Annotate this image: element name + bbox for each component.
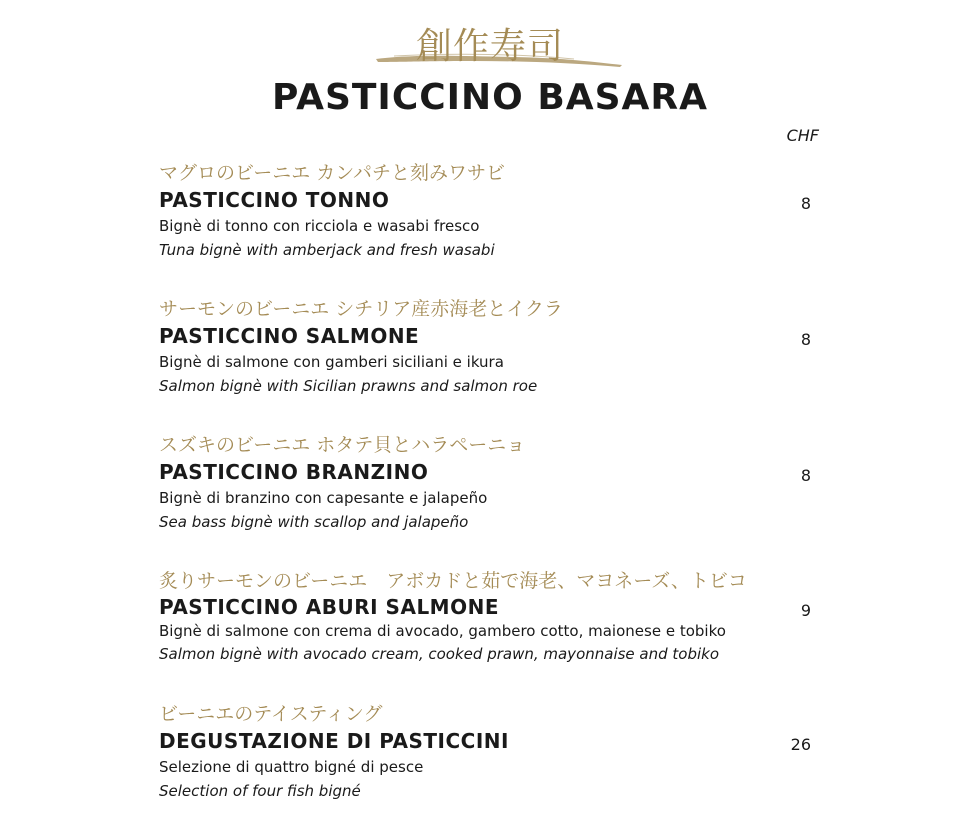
item-description-en: Sea bass bignè with scallop and jalapeño	[159, 513, 469, 531]
item-description-it: Selezione di quattro bigné di pesce	[159, 758, 424, 776]
item-description-it: Bignè di branzino con capesante e jalapeño	[159, 489, 488, 507]
page-title: PASTICCINO BASARA	[272, 77, 708, 118]
item-price: 9	[800, 601, 811, 620]
jp-title-block	[416, 22, 564, 72]
menu-item-salmone	[159, 296, 819, 398]
item-name: PASTICCINO TONNO	[159, 188, 390, 212]
item-description-it: Bignè di salmone con gamberi siciliani e ikura	[159, 353, 504, 371]
item-jp-name: サーモンのビーニエ シチリア産赤海老とイクラ	[159, 298, 563, 320]
item-description-en: Tuna bignè with amberjack and fresh wasabi	[159, 241, 495, 259]
menu-item-aburi-salmone	[159, 568, 819, 666]
item-price: 8	[800, 330, 811, 349]
currency-label: CHF	[786, 126, 819, 145]
item-description-en: Salmon bignè with avocado cream, cooked prawn, mayonnaise and tobiko	[159, 645, 720, 663]
item-name: PASTICCINO SALMONE	[159, 324, 420, 348]
item-jp-name: マグロのビーニエ カンパチと刻みワサビ	[159, 162, 505, 184]
item-name: PASTICCINO ABURI SALMONE	[159, 595, 499, 619]
item-jp-name: ビーニエのテイスティング	[159, 703, 383, 725]
jp-section-title: 創作寿司	[415, 26, 564, 67]
item-description-en: Selection of four fish bigné	[159, 782, 361, 800]
item-price: 8	[800, 466, 811, 485]
menu-item-degustazione	[159, 701, 819, 803]
item-price: 26	[790, 735, 811, 754]
item-description-it: Bignè di tonno con ricciola e wasabi fresco	[159, 217, 480, 235]
item-description-en: Salmon bignè with Sicilian prawns and salmon roe	[159, 377, 538, 395]
item-description-it: Bignè di salmone con crema di avocado, gambero cotto, maionese e tobiko	[159, 622, 726, 640]
menu-item-tonno	[159, 160, 819, 262]
item-jp-name: スズキのビーニエ ホタテ貝とハラペーニョ	[159, 434, 526, 456]
item-price: 8	[800, 194, 811, 213]
item-name: DEGUSTAZIONE DI PASTICCINI	[159, 729, 509, 753]
item-name: PASTICCINO BRANZINO	[159, 460, 429, 484]
item-jp-name: 炙りサーモンのビーニエ アボカドと茹で海老、マヨネーズ、トビコ	[159, 570, 747, 592]
menu-item-branzino	[159, 432, 819, 534]
menu-header	[0, 22, 980, 120]
